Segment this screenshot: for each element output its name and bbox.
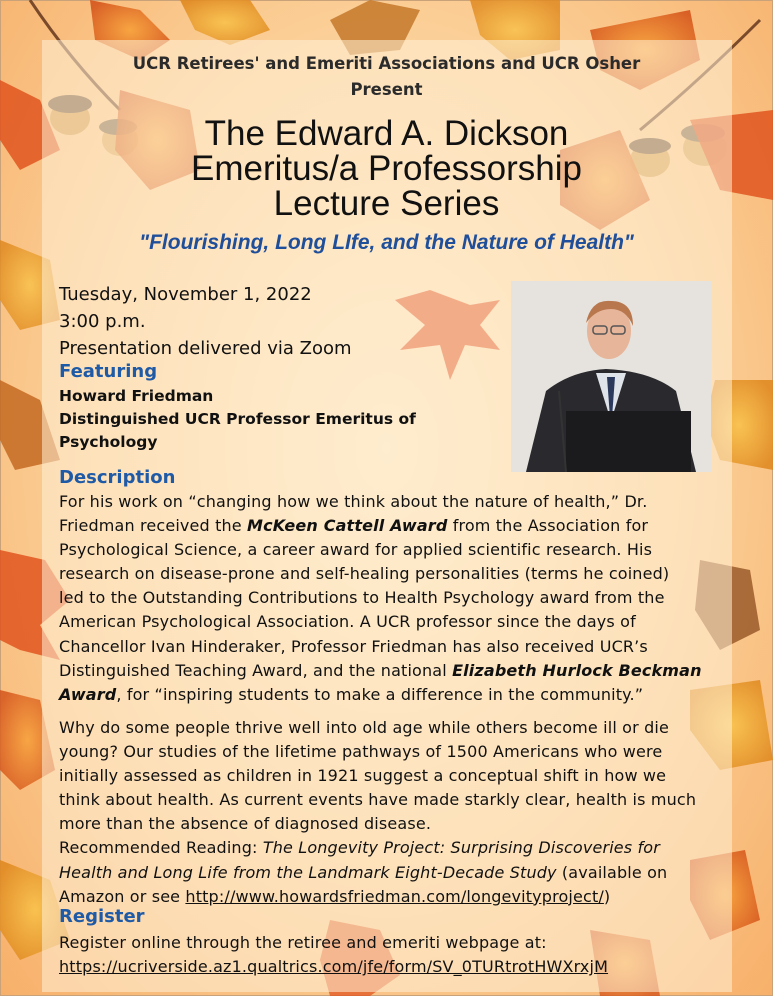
text-fragment: Friedman received the (59, 516, 248, 536)
text-line (59, 885, 719, 909)
register-text: Register online through the retiree and emeriti webpage at: (59, 933, 547, 952)
description-heading: Description (59, 467, 176, 488)
text-line (59, 861, 719, 885)
title-line-2: Emeritus/a Professorship (191, 149, 582, 188)
presenters-line: UCR Retirees' and Emeriti Associations and UCR Osher (132, 54, 641, 73)
book-title: The Longevity Project: Surprising Discoveries for (262, 838, 660, 858)
award-name: McKeen Cattell Award (247, 516, 448, 536)
register-heading: Register (59, 906, 145, 927)
text-line: think about health. As current events have made starkly clear, health is much (59, 790, 697, 810)
longevity-project-link[interactable]: http://www.howardsfriedman.com/longevityproject/ (185, 886, 604, 906)
lecture-subtitle: "Flourishing, Long LIfe, and the Nature of Health" (139, 231, 634, 254)
text-line: American Psychological Association. A UCR professor since the days of (59, 612, 636, 632)
text-line (59, 836, 719, 860)
text-fragment: Distinguished Teaching Award, and the national (59, 660, 453, 680)
book-title: Health and Long Life from the Landmark Eight-Decade Study (59, 862, 557, 882)
description-paragraph-2 (59, 716, 719, 909)
register-block (59, 931, 719, 979)
text-line (59, 514, 719, 538)
text-line: young? Our studies of the lifetime pathways of 1500 Americans who were (59, 742, 663, 762)
text-line (59, 683, 719, 707)
text-fragment: (available on (556, 862, 668, 882)
text-line: Why do some people thrive well into old age while others become ill or die (59, 718, 669, 737)
event-date: Tuesday, November 1, 2022 (59, 284, 312, 305)
speaker-title-line-2: Psychology (59, 433, 158, 451)
text-line: For his work on “changing how we think about the nature of health,” Dr. (59, 492, 648, 511)
text-line: more than the absence of diagnosed disease. (59, 814, 432, 834)
title-line-3: Lecture Series (273, 184, 500, 223)
featuring-heading: Featuring (59, 361, 158, 382)
text-line: Psychological Science, a career award for applied scientific research. His (59, 540, 653, 560)
register-link[interactable]: https://ucriverside.az1.qualtrics.com/jfe/form/SV_0TURtrotHWXrxjM (59, 957, 609, 977)
award-name: Elizabeth Hurlock Beckman (452, 660, 702, 680)
speaker-photo-image (511, 281, 711, 472)
event-delivery: Presentation delivered via Zoom (59, 338, 352, 359)
description-paragraph-1 (59, 490, 719, 707)
text-fragment: Recommended Reading: (59, 838, 263, 858)
text-line: led to the Outstanding Contributions to Health Psychology award from the (59, 588, 665, 608)
text-line (59, 659, 719, 683)
text-line: Chancellor Ivan Hinderaker, Professor Friedman has also received UCR’s (59, 636, 648, 656)
text-fragment: , for “inspiring students to make a difference in the community.” (116, 684, 644, 704)
speaker-title-line-1: Distinguished UCR Professor Emeritus of (59, 410, 416, 428)
text-fragment: from the Association for (447, 516, 649, 536)
text-line: research on disease-prone and self-healing personalities (terms he coined) (59, 564, 670, 584)
title-line-1: The Edward A. Dickson (204, 114, 569, 153)
event-time: 3:00 p.m. (59, 311, 146, 332)
text-fragment: Amazon or see (59, 886, 186, 906)
present-label: Present (350, 80, 423, 99)
speaker-name: Howard Friedman (59, 387, 214, 405)
award-name: Award (59, 684, 117, 704)
text-fragment: ) (603, 886, 611, 906)
speaker-photo (511, 281, 711, 472)
text-line: initially assessed as children in 1921 suggest a conceptual shift in how we (59, 766, 667, 786)
